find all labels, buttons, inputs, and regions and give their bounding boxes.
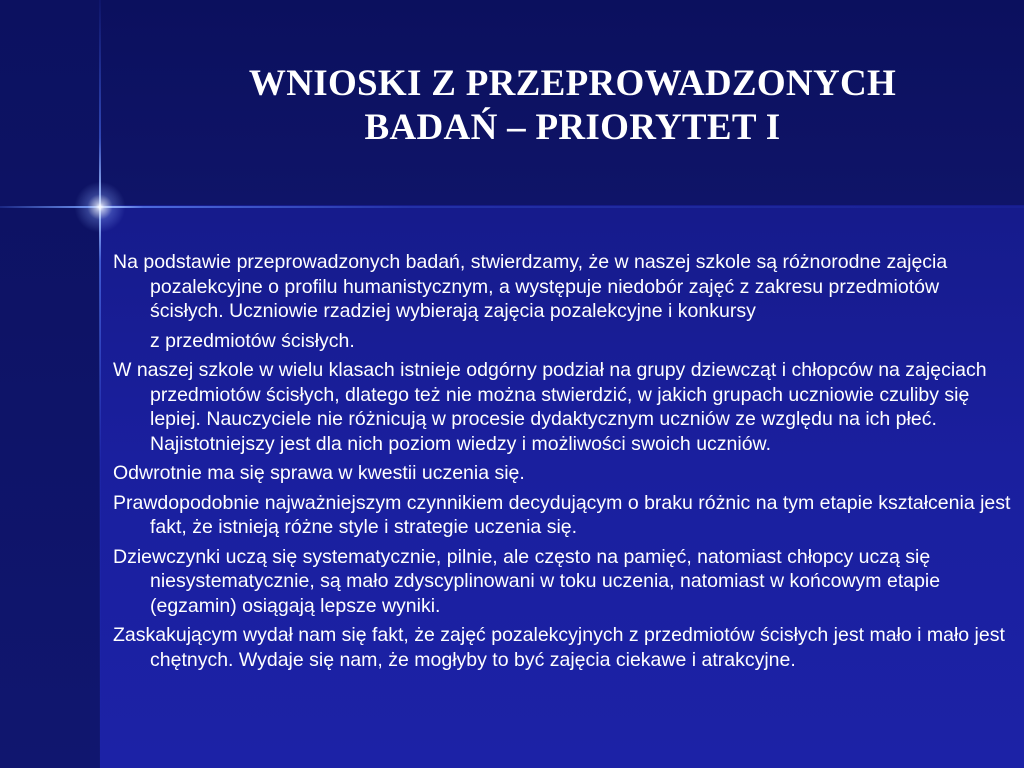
paragraph: Odwrotnie ma się sprawa w kwestii uczenia się. <box>113 462 525 484</box>
horizontal-glow-line <box>0 206 1024 208</box>
paragraph: z przedmiotów ścisłych. <box>150 329 355 352</box>
paragraph: Zaskakującym wydał nam się fakt, że zajęć pozalekcyjnych z przedmiotów ścisłych jest mało i mało jest chętnych. Wydaje się nam, że mogłyby to być zajęcia ciekawe i atrakcyjne. <box>113 624 1005 671</box>
title-line-1: WNIOSKI Z PRZEPROWADZONYCH <box>248 63 897 104</box>
title-line-2: BADAŃ – PRIORYTET I <box>364 107 781 148</box>
left-band <box>0 0 100 768</box>
slide-body <box>113 250 1018 677</box>
paragraph: W naszej szkole w wielu klasach istnieje odgórny podział na grupy dziewcząt i chłopców na zajęciach przedmiotów ścisłych, dlatego też nie można stwierdzić, w jakich grupach uczniowie czuliby się lepiej. Nauczyciele nie różnicują w procesie dydaktycznym uczniów ze względu na ich płeć. Najistotniejszy jest dla nich poziom wiedzy i możliwości swoich uczniów. <box>113 359 987 455</box>
sparkle-icon <box>70 177 130 237</box>
paragraph: Prawdopodobnie najważniejszym czynnikiem decydującym o braku różnic na tym etapie kształcenia jest fakt, że istnieją różne style i strategie uczenia się. <box>113 491 1011 538</box>
slide-title <box>115 62 1024 150</box>
paragraph: Dziewczynki uczą się systematycznie, pilnie, ale często na pamięć, natomiast chłopcy uczą się niesystematycznie, są mało zdyscyplinowani w toku uczenia, natomiast w końcowym etapie (egzamin) osiągają lepsze wyniki. <box>113 545 941 617</box>
vertical-glow-line <box>99 0 101 768</box>
paragraph: Na podstawie przeprowadzonych badań, stwierdzamy, że w naszej szkole są różnorodne zajęcia pozalekcyjne o profilu humanistycznym, a występuje niedobór zajęć z zakresu przedmiotów ścisłych. Uczniowie rzadziej wybierają zajęcia pozalekcyjne i konkursy <box>113 251 948 322</box>
